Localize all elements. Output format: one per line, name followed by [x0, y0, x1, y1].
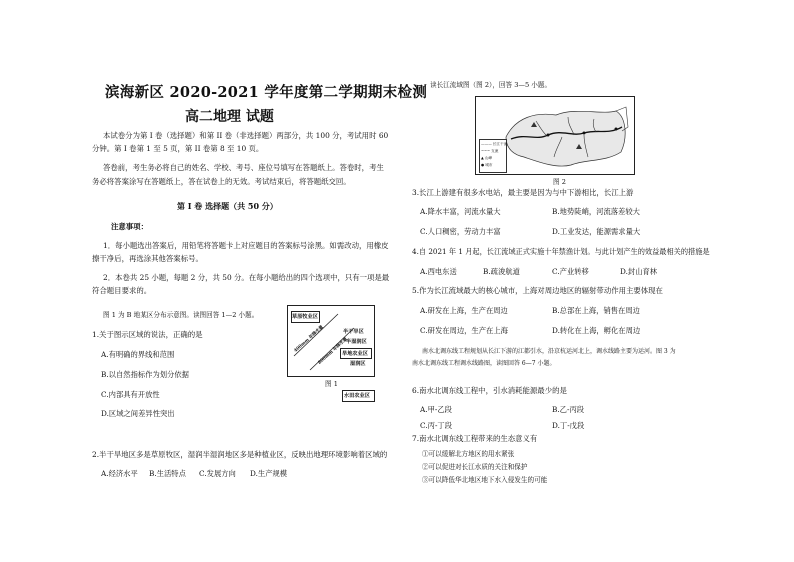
question-7: 7.南水北调东线工程带来的生态意义有 [412, 434, 538, 443]
q3-option-d[interactable]: D.工业发达，能源需求量大 [552, 227, 641, 236]
intro-line: 本试卷分为第 I 卷（选择题）和第 II 卷（非选择题）两部分，共 100 分，考试用时 60 [103, 131, 389, 140]
q1-option-b[interactable]: B.以自然指标作为划分依据 [101, 370, 189, 379]
figure-intro: 图 1 为 B 地某区分布示意图。读图回答 1—2 小题。 [103, 311, 259, 319]
legend-item: ~~~ 支流 [481, 149, 499, 153]
exam-title: 滨海新区 2020-2021 学年度第二学期期末检测 [105, 84, 428, 101]
q6-option-c[interactable]: C.丙-丁段 [420, 421, 452, 430]
q4-option-a[interactable]: A.西电东送 [420, 267, 457, 276]
passage-line: 南水北调东线工程调水线路图，读图回答 6—7 小题。 [412, 360, 556, 367]
q2-option-b[interactable]: B.生活特点 [149, 469, 186, 478]
q7-item-2: ②可以促进对长江水质的关注和保护 [422, 463, 528, 471]
q4-option-d[interactable]: D.封山育林 [620, 267, 658, 276]
notice-line: 擦干净后，再选涂其他答案标号。 [92, 254, 203, 263]
q4-option-b[interactable]: B.疏浚航道 [483, 267, 520, 276]
q4-option-c[interactable]: C.产业转移 [552, 267, 589, 276]
question-5: 5.作为长江流域最大的核心城市，上海对周边地区的辐射带动作用主要体现在 [412, 286, 663, 295]
figure-2-caption: 图 2 [553, 178, 566, 186]
figure-1-caption: 图 1 [325, 380, 338, 388]
q5-option-a[interactable]: A.研发在上海，生产在周边 [420, 306, 508, 315]
question-6: 6.南水北调东线工程中，引水消耗能源最少的是 [412, 386, 567, 395]
fig1-label: 湿润区 [350, 361, 366, 367]
notice-line: 2．本卷共 25 小题，每题 2 分，共 50 分。在每小题给出的四个选项中，只有一项是最 [103, 273, 390, 282]
q1-option-d[interactable]: D.区域之间差异性突出 [101, 409, 175, 418]
fig1-label: 800mm 年降水量 [317, 336, 349, 366]
q5-option-b[interactable]: B.总部在上海，销售在周边 [552, 306, 640, 315]
figure-1 [287, 305, 375, 377]
fig1-label: 旱地农业区 [342, 351, 368, 357]
q6-option-a[interactable]: A.甲-乙段 [420, 405, 452, 414]
q3-option-b[interactable]: B.地势陡峭，河流落差较大 [552, 207, 640, 216]
q5-option-d[interactable]: D.转化在上海，孵化在周边 [552, 326, 641, 335]
fig1-label: 水田农业区 [344, 393, 370, 399]
fig1-label: 半干旱区 [343, 329, 364, 335]
q5-option-c[interactable]: C.研发在周边，生产在上海 [420, 326, 508, 335]
fig1-label: 半湿润区 [346, 339, 367, 345]
q1-option-a[interactable]: A.有明确的界线和范围 [101, 350, 175, 359]
map-legend [479, 139, 507, 173]
section-title: 第 I 卷 选择题（共 50 分） [177, 201, 278, 211]
q3-option-a[interactable]: A.降水丰富，河流水量大 [420, 207, 501, 216]
q2-option-d[interactable]: D.生产规模 [250, 469, 288, 478]
question-3: 3.长江上游建有很多水电站，最主要是因为与中下游相比，长江上游 [412, 188, 634, 197]
notice-line: 1．每小题选出答案后，用铅笔将答题卡上对应题目的答案标号涂黑。如需改动，用橡皮 [103, 241, 389, 250]
q3-option-c[interactable]: C.人口稠密，劳动力丰富 [420, 227, 501, 236]
exam-subtitle: 高二地理 试题 [185, 109, 274, 125]
legend-item: ▲ 山峰 [481, 156, 493, 160]
q6-option-b[interactable]: B.乙-丙段 [552, 405, 585, 414]
question-4: 4.自 2021 年 1 月起，长江流域正式实施十年禁渔计划。与此计划产生的效益最相关的措施是 [412, 247, 710, 256]
q2-option-c[interactable]: C.发展方向 [199, 469, 236, 478]
map-intro: 读长江流域图（图 2），回答 3—5 小题。 [430, 81, 552, 89]
notice-line: 符合题目要求的。 [92, 286, 152, 295]
fig1-label: 400mm 年降水量 [293, 324, 325, 354]
figure-2-map [475, 96, 635, 175]
intro-line: 务必将答案涂写在答题纸上，答在试卷上的无效。考试结束后，将答题纸交回。 [92, 177, 351, 186]
fig1-label: 草原牧业区 [292, 314, 318, 320]
legend-item: ——— 长江干流 [481, 142, 508, 146]
notice-title: 注意事项： [111, 222, 148, 231]
q7-item-1: ①可以缓解北方地区的用水紧张 [422, 450, 515, 458]
passage-line: 南水北调东线工程规划从长江下游的江都引水，沿京杭运河北上，调水线路主要为运河。图 3 为 [422, 348, 676, 355]
intro-line: 答卷前，考生务必将自己的姓名、学校、考号、座位号填写在答题纸上。答卷时，考生 [103, 163, 384, 172]
q1-option-c[interactable]: C.内部具有开放性 [101, 390, 160, 399]
q6-option-d[interactable]: D.丁-戊段 [552, 421, 585, 430]
q7-item-3: ③可以降低华北地区地下水入侵发生的可能 [422, 476, 548, 484]
question-1: 1.关于图示区域的说法，正确的是 [92, 330, 203, 339]
q2-option-a[interactable]: A.经济水平 [101, 469, 138, 478]
question-2: 2.半干旱地区多是草原牧区，湿润半湿润地区多是种植业区，反映出地理环境影响着区域的 [92, 450, 388, 459]
legend-item: ● 城市 [481, 163, 493, 167]
intro-line: 分钟。第 I 卷第 1 至 5 页，第 II 卷第 8 至 10 页。 [92, 144, 264, 153]
